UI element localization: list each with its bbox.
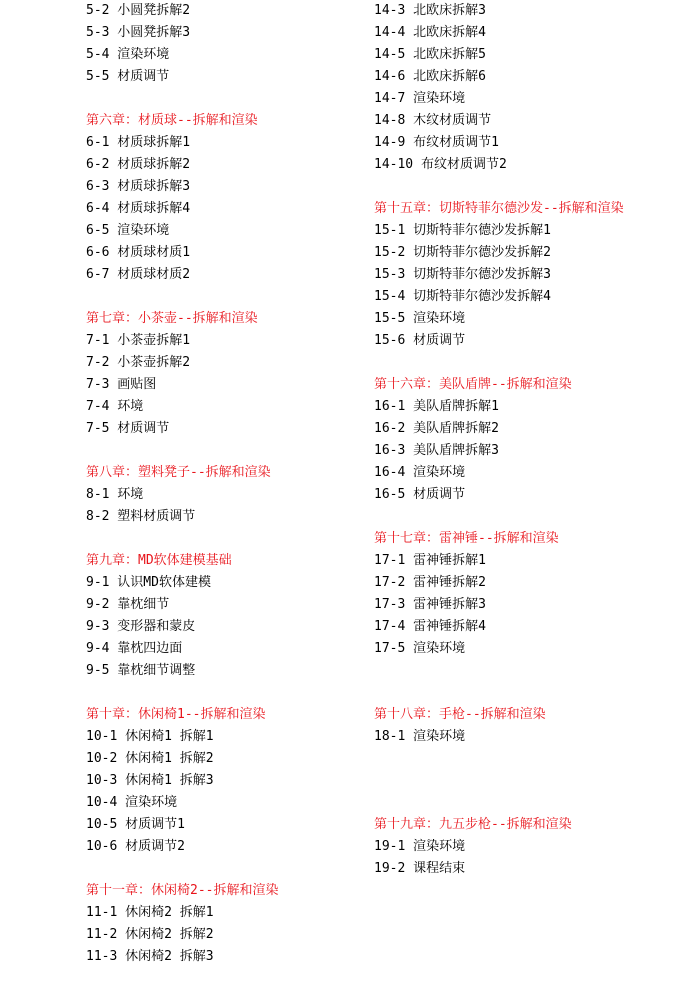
lesson-item: 17-4 雷神锤拆解4 bbox=[374, 619, 486, 634]
chapter-heading: 第十八章：手枪--拆解和渲染 bbox=[374, 707, 546, 722]
lesson-item: 10-3 休闲椅1 拆解3 bbox=[86, 773, 214, 788]
lesson-item: 17-1 雷神锤拆解1 bbox=[374, 553, 486, 568]
lesson-item: 6-5 渲染环境 bbox=[86, 223, 170, 238]
section-spacer bbox=[374, 176, 694, 198]
section-spacer bbox=[374, 660, 694, 682]
section-spacer bbox=[86, 682, 356, 704]
section-spacer bbox=[86, 440, 356, 462]
chapter-heading: 第十五章：切斯特菲尔德沙发--拆解和渲染 bbox=[374, 201, 624, 216]
chapter-heading: 第六章：材质球--拆解和渲染 bbox=[86, 113, 258, 128]
lesson-item: 17-3 雷神锤拆解3 bbox=[374, 597, 486, 612]
chapter-heading: 第十一章：休闲椅2--拆解和渲染 bbox=[86, 883, 279, 898]
lesson-item: 5-2 小圆凳拆解2 bbox=[86, 3, 191, 18]
lesson-item: 6-2 材质球拆解2 bbox=[86, 157, 191, 172]
section-spacer bbox=[374, 792, 694, 814]
lesson-item: 17-2 雷神锤拆解2 bbox=[374, 575, 486, 590]
right-column bbox=[374, 0, 694, 880]
lesson-item: 14-3 北欧床拆解3 bbox=[374, 3, 486, 18]
lesson-item: 10-5 材质调节1 bbox=[86, 817, 185, 832]
lesson-item: 10-6 材质调节2 bbox=[86, 839, 185, 854]
lesson-item: 16-1 美队盾牌拆解1 bbox=[374, 399, 499, 414]
chapter-heading: 第九章：MD软体建模基础 bbox=[86, 553, 232, 568]
lesson-item: 5-4 渲染环境 bbox=[86, 47, 170, 62]
lesson-item: 6-6 材质球材质1 bbox=[86, 245, 191, 260]
lesson-item: 11-3 休闲椅2 拆解3 bbox=[86, 949, 214, 964]
chapter-heading: 第十九章：九五步枪--拆解和渲染 bbox=[374, 817, 572, 832]
lesson-item: 9-4 靠枕四边面 bbox=[86, 641, 183, 656]
lesson-item: 15-2 切斯特菲尔德沙发拆解2 bbox=[374, 245, 551, 260]
lesson-item: 14-5 北欧床拆解5 bbox=[374, 47, 486, 62]
lesson-item: 16-2 美队盾牌拆解2 bbox=[374, 421, 499, 436]
lesson-item: 15-5 渲染环境 bbox=[374, 311, 466, 326]
lesson-item: 8-1 环境 bbox=[86, 487, 144, 502]
lesson-item: 16-5 材质调节 bbox=[374, 487, 466, 502]
section-spacer bbox=[374, 682, 694, 704]
chapter-heading: 第十章：休闲椅1--拆解和渲染 bbox=[86, 707, 266, 722]
lesson-item: 19-1 渲染环境 bbox=[374, 839, 466, 854]
lesson-item: 15-1 切斯特菲尔德沙发拆解1 bbox=[374, 223, 551, 238]
lesson-item: 9-1 认识MD软体建模 bbox=[86, 575, 211, 590]
lesson-item: 14-4 北欧床拆解4 bbox=[374, 25, 486, 40]
lesson-item: 10-2 休闲椅1 拆解2 bbox=[86, 751, 214, 766]
lesson-item: 9-3 变形器和蒙皮 bbox=[86, 619, 196, 634]
lesson-item: 17-5 渲染环境 bbox=[374, 641, 466, 656]
section-spacer bbox=[374, 770, 694, 792]
lesson-item: 10-4 渲染环境 bbox=[86, 795, 178, 810]
chapter-heading: 第十七章：雷神锤--拆解和渲染 bbox=[374, 531, 559, 546]
lesson-item: 14-7 渲染环境 bbox=[374, 91, 466, 106]
left-column bbox=[86, 0, 356, 968]
lesson-item: 16-3 美队盾牌拆解3 bbox=[374, 443, 499, 458]
lesson-item: 5-3 小圆凳拆解3 bbox=[86, 25, 191, 40]
lesson-item: 16-4 渲染环境 bbox=[374, 465, 466, 480]
section-spacer bbox=[86, 88, 356, 110]
section-spacer bbox=[374, 748, 694, 770]
lesson-item: 9-5 靠枕细节调整 bbox=[86, 663, 196, 678]
lesson-item: 14-6 北欧床拆解6 bbox=[374, 69, 486, 84]
lesson-item: 7-3 画贴图 bbox=[86, 377, 157, 392]
lesson-item: 7-1 小茶壶拆解1 bbox=[86, 333, 191, 348]
lesson-item: 14-8 木纹材质调节 bbox=[374, 113, 492, 128]
lesson-item: 7-5 材质调节 bbox=[86, 421, 170, 436]
lesson-item: 10-1 休闲椅1 拆解1 bbox=[86, 729, 214, 744]
lesson-item: 11-2 休闲椅2 拆解2 bbox=[86, 927, 214, 942]
section-spacer bbox=[86, 286, 356, 308]
lesson-item: 15-3 切斯特菲尔德沙发拆解3 bbox=[374, 267, 551, 282]
lesson-item: 6-7 材质球材质2 bbox=[86, 267, 191, 282]
lesson-item: 15-6 材质调节 bbox=[374, 333, 466, 348]
lesson-item: 6-1 材质球拆解1 bbox=[86, 135, 191, 150]
lesson-item: 6-3 材质球拆解3 bbox=[86, 179, 191, 194]
lesson-item: 5-5 材质调节 bbox=[86, 69, 170, 84]
section-spacer bbox=[86, 528, 356, 550]
chapter-heading: 第七章：小茶壶--拆解和渲染 bbox=[86, 311, 258, 326]
lesson-item: 7-2 小茶壶拆解2 bbox=[86, 355, 191, 370]
lesson-item: 6-4 材质球拆解4 bbox=[86, 201, 191, 216]
lesson-item: 7-4 环境 bbox=[86, 399, 144, 414]
lesson-item: 11-1 休闲椅2 拆解1 bbox=[86, 905, 214, 920]
chapter-heading: 第十六章：美队盾牌--拆解和渲染 bbox=[374, 377, 572, 392]
lesson-item: 18-1 渲染环境 bbox=[374, 729, 466, 744]
section-spacer bbox=[374, 506, 694, 528]
section-spacer bbox=[374, 352, 694, 374]
section-spacer bbox=[86, 858, 356, 880]
lesson-item: 14-10 布纹材质调节2 bbox=[374, 157, 507, 172]
lesson-item: 9-2 靠枕细节 bbox=[86, 597, 170, 612]
lesson-item: 8-2 塑料材质调节 bbox=[86, 509, 196, 524]
lesson-item: 14-9 布纹材质调节1 bbox=[374, 135, 499, 150]
lesson-item: 15-4 切斯特菲尔德沙发拆解4 bbox=[374, 289, 551, 304]
lesson-item: 19-2 课程结束 bbox=[374, 861, 466, 876]
chapter-heading: 第八章：塑料凳子--拆解和渲染 bbox=[86, 465, 271, 480]
